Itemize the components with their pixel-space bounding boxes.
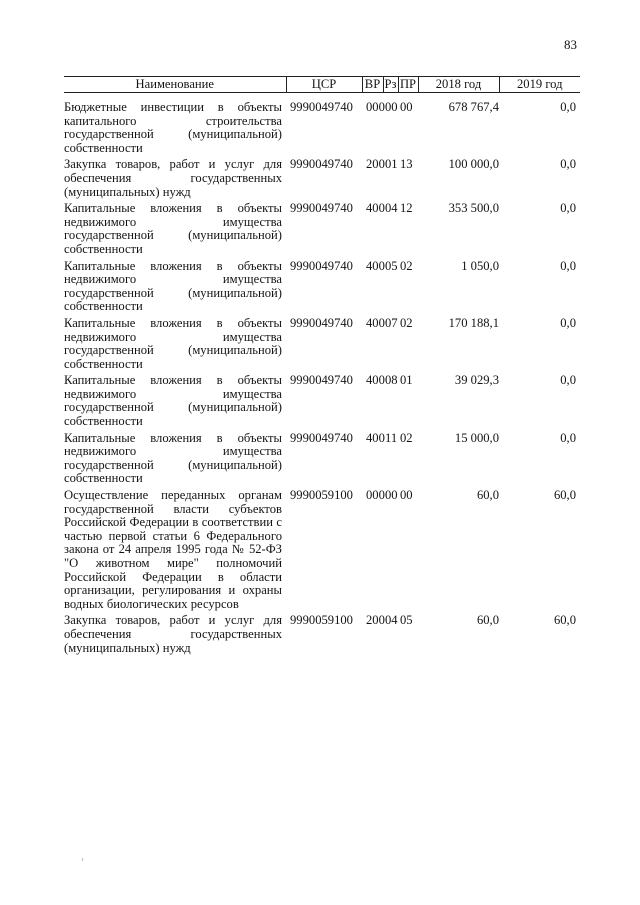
row-rz: 04 — [385, 613, 398, 628]
row-name: Капитальные вложения в объекты недвижимого имущества государственной (муниципальной) собственности — [64, 373, 282, 429]
row-pr: 12 — [400, 201, 413, 216]
row-csr: 9990049740 — [290, 201, 353, 216]
row-name: Осуществление переданных органам государственной власти субъектов Российской Федерации в соответствии с частью первой статьи 6 Федерального закона от 24 апреля 1995 года № 52-ФЗ "О животном мире" полномочий Российской Федерации в области организации, регулирования и охраны водных биологических ресурсов — [64, 488, 282, 611]
row-name: Закупка товаров, работ и услуг для обеспечения государственных (муниципальных) нужд — [64, 613, 282, 655]
row-2018: 39 029,3 — [454, 373, 499, 388]
row-rz: 05 — [385, 258, 398, 273]
row-2018: 353 500,0 — [448, 201, 499, 216]
row-2019: 0,0 — [560, 315, 576, 330]
row-vr: 200 — [366, 613, 385, 628]
row-vr: 400 — [366, 430, 385, 445]
row-2018: 15 000,0 — [454, 430, 499, 445]
header-name: Наименование — [64, 77, 286, 93]
header-2019: 2019 год — [499, 77, 580, 93]
row-vr: 000 — [366, 100, 385, 114]
row-pr: 02 — [400, 258, 413, 273]
table-row — [64, 614, 580, 658]
page-number: 83 — [564, 37, 577, 52]
row-2018: 1 050,0 — [461, 258, 499, 273]
row-2019: 0,0 — [560, 373, 576, 388]
row-rz: 00 — [385, 488, 398, 503]
header-rz: Рз — [384, 77, 397, 92]
row-csr: 9990049740 — [290, 157, 353, 172]
row-csr: 9990059100 — [290, 488, 353, 503]
row-vr: 000 — [366, 488, 385, 503]
row-csr: 9990049740 — [290, 258, 353, 273]
row-2019: 0,0 — [560, 157, 576, 172]
header-vr: ВР — [362, 77, 383, 93]
row-2018: 100 000,0 — [448, 157, 499, 172]
table-header — [64, 77, 580, 93]
budget-table — [64, 76, 580, 658]
row-rz: 07 — [385, 315, 398, 330]
row-2018: 678 767,4 — [448, 100, 499, 114]
row-2019: 0,0 — [560, 258, 576, 273]
row-name: Капитальные вложения в объекты недвижимого имущества государственной (муниципальной) собственности — [64, 258, 282, 314]
scan-mark — [82, 858, 83, 861]
row-rz: 00 — [385, 100, 398, 114]
row-name: Бюджетные инвестиции в объекты капитального строительства государственной (муниципальной) собственности — [64, 100, 282, 155]
row-pr: 02 — [400, 315, 413, 330]
row-name: Закупка товаров, работ и услуг для обеспечения государственных (муниципальных) нужд — [64, 157, 282, 199]
row-2018: 60,0 — [476, 613, 499, 628]
row-2018: 170 188,1 — [448, 315, 499, 330]
row-rz: 08 — [385, 373, 398, 388]
row-name: Капитальные вложения в объекты недвижимого имущества государственной (муниципальной) собственности — [64, 201, 282, 256]
row-rz: 11 — [385, 430, 398, 445]
row-pr: 05 — [400, 613, 413, 628]
table-row — [64, 260, 580, 317]
header-pr: ПР — [399, 77, 417, 92]
table-row — [64, 374, 580, 431]
table-row — [64, 489, 580, 614]
table-body — [64, 93, 580, 659]
table-row — [64, 202, 580, 259]
row-pr: 02 — [400, 430, 413, 445]
row-rz: 04 — [385, 201, 398, 216]
row-pr: 13 — [400, 157, 413, 172]
header-2018: 2018 год — [418, 77, 499, 93]
header-csr: ЦСР — [286, 77, 362, 93]
row-csr: 9990049740 — [290, 373, 353, 388]
row-vr: 400 — [366, 373, 385, 388]
table-row — [64, 158, 580, 202]
row-vr: 400 — [366, 258, 385, 273]
row-2019: 60,0 — [553, 488, 576, 503]
row-name: Капитальные вложения в объекты недвижимого имущества государственной (муниципальной) собственности — [64, 315, 282, 371]
row-csr: 9990049740 — [290, 100, 353, 114]
row-pr: 00 — [400, 100, 413, 114]
row-2019: 0,0 — [560, 430, 576, 445]
row-vr: 400 — [366, 201, 385, 216]
row-csr: 9990049740 — [290, 430, 353, 445]
row-pr: 01 — [400, 373, 413, 388]
table-row — [64, 432, 580, 489]
row-csr: 9990049740 — [290, 315, 353, 330]
row-2019: 60,0 — [553, 613, 576, 628]
row-2018: 60,0 — [476, 488, 499, 503]
row-2019: 0,0 — [560, 100, 576, 114]
row-vr: 400 — [366, 315, 385, 330]
table-row — [64, 93, 580, 159]
row-2019: 0,0 — [560, 201, 576, 216]
row-name: Капитальные вложения в объекты недвижимого имущества государственной (муниципальной) собственности — [64, 430, 282, 486]
table-row — [64, 317, 580, 374]
row-pr: 00 — [400, 488, 413, 503]
row-csr: 9990059100 — [290, 613, 353, 628]
row-vr: 200 — [366, 157, 385, 172]
row-rz: 01 — [385, 157, 398, 172]
